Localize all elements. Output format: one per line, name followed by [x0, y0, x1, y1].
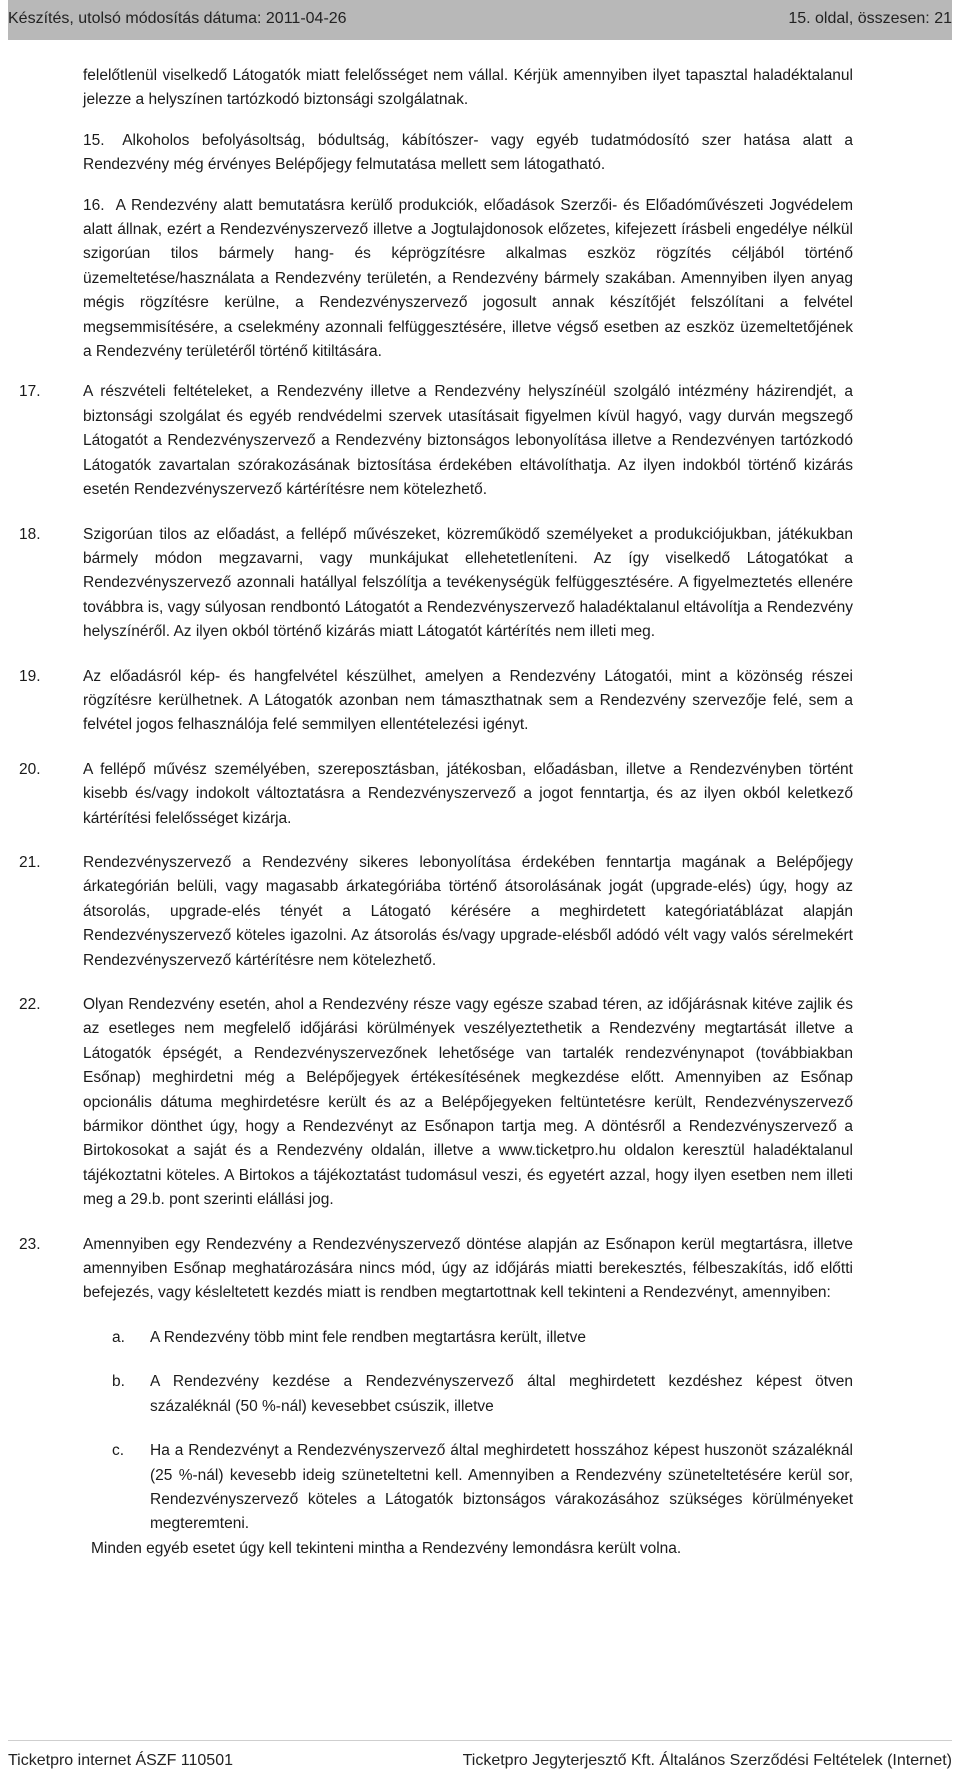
subclause-label: c.	[112, 1442, 125, 1460]
subclause-b	[83, 1370, 853, 1419]
clause-16	[83, 194, 853, 365]
footer-document-title: Ticketpro Jegyterjesztő Kft. Általános Szerződési Feltételek (Internet)	[462, 1752, 952, 1769]
clause-text: Alkoholos befolyásoltság, bódultság, kábítószer- vagy egyéb tudatmódosító szer hatása alatt a Rendezvény még érvényes Belépőjegy felmutatása mellett sem látogatható.	[83, 131, 853, 174]
clause-number: 17.	[19, 383, 41, 401]
clause-number: 23.	[19, 1235, 41, 1253]
clause-19	[19, 665, 853, 738]
clause-text: A részvételi feltételeket, a Rendezvény illetve a Rendezvény helyszínéül szolgáló intézmény házirendjét, a biztonsági szolgálat és egyéb rendvédelmi szervek utasításait figyelmen kívül hagyó, vagy durván megszegő Látogatót a Rendezvényszervező a Rendezvény biztonságos lebonyolítása illetve a Rendezvényen tartózkodó Látogatók zavartalan szórakozásának biztosítása érdekében eltávolíthatja. Az ilyen indokból történő kizárás esetén Rendezvényszervező kártérítésre nem kötelezhető.	[83, 383, 853, 499]
clause-18	[19, 523, 853, 645]
subclause-label: b.	[112, 1373, 125, 1391]
footer-document-code: Ticketpro internet ÁSZF 110501	[8, 1752, 233, 1769]
clause-number: 15.	[83, 131, 105, 149]
clause-text: Amennyiben egy Rendezvény a Rendezvényszervező döntése alapján az Esőnapon kerül megtartásra, illetve amennyiben Esőnap meghatározására nincs mód, úgy az időjárás miatti berekesztés, félbeszakítás, idő előtti befejezés, vagy késleltetett kezdés miatt is rendben megtartottnak kell tekinteni a Rendezvényt, amennyiben:	[83, 1235, 853, 1302]
clause-number: 22.	[19, 996, 41, 1013]
page-footer	[8, 1740, 952, 1775]
clause-number: 21.	[19, 853, 41, 871]
clause-number: 18.	[19, 525, 41, 543]
clause-15	[83, 129, 853, 178]
clause-20	[19, 758, 853, 831]
clause-text: Az előadásról kép- és hangfelvétel készülhet, amelyen a Rendezvény Látogatói, mint a közönség részei rögzítésre kerülhetnek. A Látogatók azonban nem támaszthatnak sem a Rendezvény szervezője felé, sem a felvétel jogos felhasználója felé semmilyen ellentételezési igényt.	[83, 667, 853, 734]
intro-paragraph: felelőtlenül viselkedő Látogatók miatt felelősséget nem vállal. Kérjük amennyiben ilyet tapasztal haladéktalanul jelezze a helyszínen tartózkodó biztonsági szolgálatnak.	[83, 67, 853, 109]
clause-number: 19.	[19, 667, 41, 685]
page-header	[8, 0, 952, 40]
subclause-c	[83, 1439, 853, 1537]
subclause-text: A Rendezvény kezdése a Rendezvényszervező által meghirdetett kezdéshez képest ötven százaléknál (50 %-nál) kevesebbet csúszik, illetve	[150, 1373, 853, 1415]
clause-text: Rendezvényszervező a Rendezvény sikeres lebonyolítása érdekében fenntartja magának a Belépőjegy árkategórián belüli, vagy magasabb árkategóriába történő átsorolásának jogát (upgrade-elés) úgy, hogy az átsorolás, upgrade-elés tényét a Látogató kérésére a meghirdetett kategóriatáblázat alapján Rendezvényszervező köteles igazolni. Az átsorolás és/vagy upgrade-elésből adódó vélt vagy valós sérelmekért Rendezvényszervező kártérítésre nem kötelezhető.	[83, 853, 853, 969]
clause-number: 16.	[83, 196, 105, 214]
clause-text: Olyan Rendezvény esetén, ahol a Rendezvény része vagy egésze szabad téren, az időjárásnak kitéve zajlik és az esetleges nem megfelelő időjárási körülmények veszélyeztethetik a Rendezvény megtartását illetve a Látogatók épségét, a Rendezvényszervezőnek lehetősége van tartalék rendezvénynapot (továbbiakban Esőnap) meghirdetni még a Belépőjegyek értékesítésének megkezdése előtt. Amennyiben az Esőnap opcionális dátuma meghirdetésre került és az a Belépőjegyeken feltüntetésre került, Rendezvényszervező bármikor dönthet úgy, hogy a Rendezvényt az Esőnapon tartja meg. A döntésről a Rendezvényszervező a Birtokosokat a saját és a Rendezvény oldalán, illetve a www.ticketpro.hu oldalon keresztül haladéktalanul tájékoztatni köteles. A Birtokos a tájékoztatást tudomásul veszi, és egyetért azzal, hogy ilyen esetben nem illeti meg a 29.b. pont szerinti elállási jog.	[83, 996, 853, 1209]
subclause-label: a.	[112, 1328, 125, 1346]
clause-text: A Rendezvény alatt bemutatásra kerülő produkciók, előadások Szerzői- és Előadóművészeti Jogvédelem alatt állnak, ezért a Rendezvényszervező illetve a Jogtulajdonosok előzetes, kifejezett írásbeli engedélye nélkül szigorúan tilos bármely hang- és képrögzítésre alkalmas eszköz rögzítés céljából történő üzemeltetése/használata a Rendezvény területén, a Rendezvény bármely szakában. Amennyiben ilyen anyag mégis rögzítésre kerülne, a Rendezvényszervező jogosult annak készítőjét felszólítani a felvétel megsemmisítésére, a cselekmény azonnali felfüggesztésére, illetve végső esetben az eszköz üzemeltetőjének a Rendezvény területéről történő kitiltására.	[83, 196, 853, 361]
subclause-text: Ha a Rendezvényt a Rendezvényszervező által meghirdetett hosszához képest huszonöt százaléknál (25 %-nál) kevesebb ideig szüneteltetni kell. Amennyiben a Rendezvény szüneteltetésére kerül sor, Rendezvényszervező köteles a Látogatók biztonságos várakozásához szükséges körülményeket megteremteni.	[150, 1442, 853, 1533]
subclause-text: A Rendezvény több mint fele rendben megtartásra került, illetve	[150, 1328, 586, 1346]
clause-text: A fellépő művész személyében, szereposztásban, játékosban, előadásban, illetve a Rendezvényben történt kisebb és/vagy indokolt változtatásra a Rendezvényszervező a jogot fenntartja, és az ilyen okból keletkező kártérítési felelősséget kizárja.	[83, 760, 853, 827]
clause-21	[19, 851, 853, 973]
clause-23	[19, 1233, 853, 1306]
clause-17	[19, 380, 853, 502]
header-page-number: 15. oldal, összesen: 21	[788, 10, 952, 27]
document-body	[19, 64, 853, 1561]
header-date: Készítés, utolsó módosítás dátuma: 2011-04-26	[8, 10, 347, 27]
clause-22	[19, 993, 853, 1213]
clause-number: 20.	[19, 760, 41, 778]
subclause-a	[83, 1326, 853, 1350]
clause-text: Szigorúan tilos az előadást, a fellépő művészeket, közreműködő személyeket a produkciójukban, játékukban bármely módon megzavarni, vagy munkájukat ellehetetleníteni. Az így viselkedő Látogatókat a Rendezvényszervező azonnali hatállyal felszólítja a tevékenységük felfüggesztésére. A figyelmeztetés ellenére továbbra is, vagy súlyosan rendbontó Látogatót a Rendezvényszervező haladéktalanul eltávolítja a Rendezvény helyszínéről. Az ilyen okból történő kizárás miatt Látogatót kártérítés nem illeti meg.	[83, 525, 853, 641]
closing-paragraph: Minden egyéb esetet úgy kell tekinteni mintha a Rendezvény lemondásra került volna.	[91, 1539, 682, 1557]
